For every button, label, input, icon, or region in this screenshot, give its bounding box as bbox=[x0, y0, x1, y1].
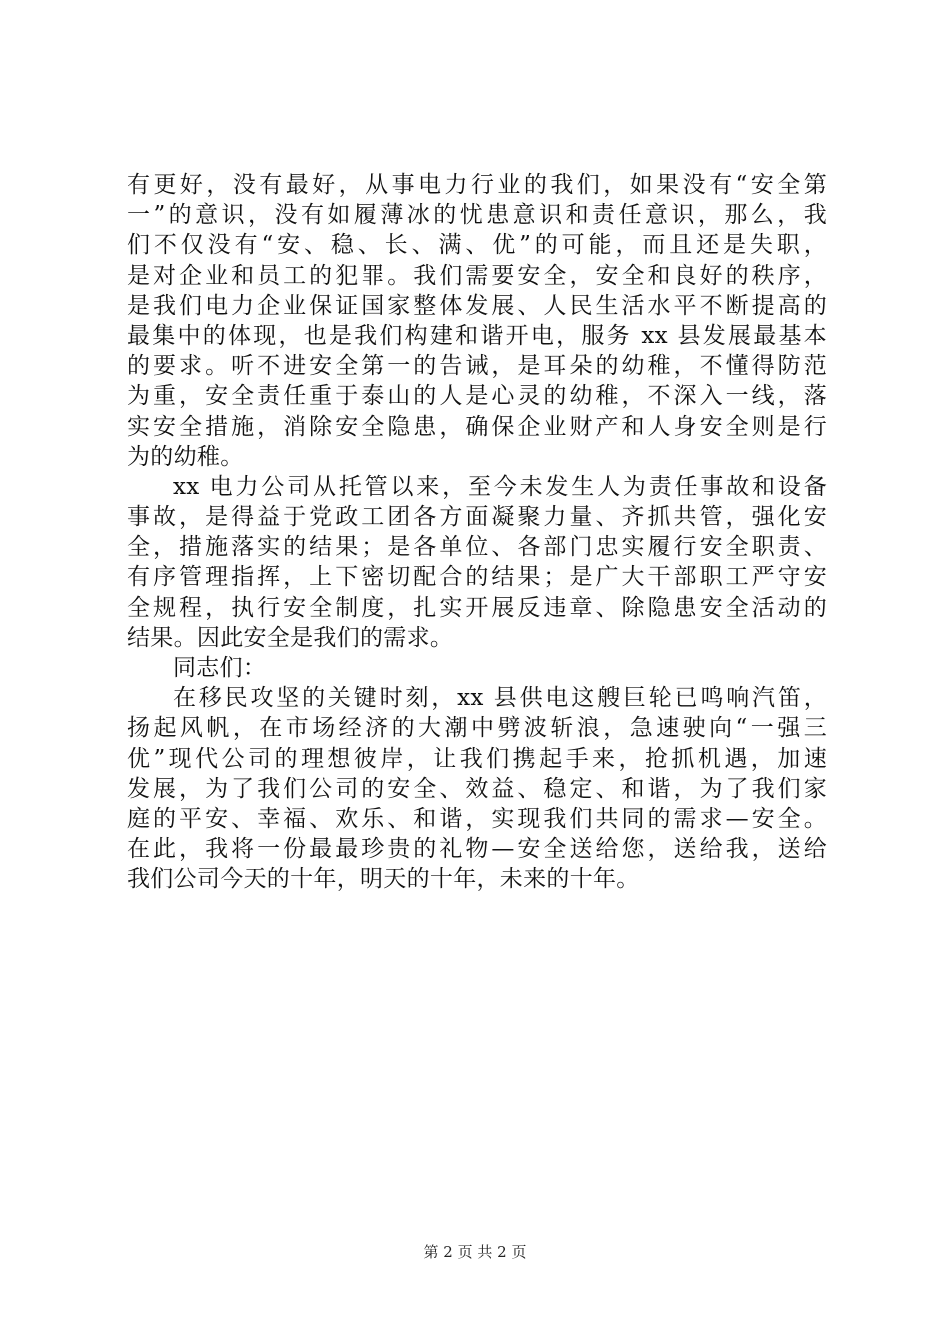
text-line: 我们公司今天的十年，明天的十年，未来的十年。 bbox=[127, 866, 640, 893]
text-line: 优”现代公司的理想彼岸，让我们携起手来，抢抓机遇，加速 bbox=[127, 745, 827, 772]
text-line: 为重，安全责任重于泰山的人是心灵的幼稚，不深入一线，落 bbox=[127, 383, 827, 410]
document-body bbox=[127, 170, 827, 895]
text-line: 全，措施落实的结果；是各单位、各部门忠实履行安全职责、 bbox=[127, 534, 827, 561]
text-line: 是对企业和员工的犯罪。我们需要安全，安全和良好的秩序， bbox=[127, 262, 827, 289]
text-line: 有更好，没有最好，从事电力行业的我们，如果没有“安全第 bbox=[127, 172, 827, 198]
text-line: 在此，我将一份最最珍贵的礼物—安全送给您，送给我，送给 bbox=[127, 836, 827, 863]
text-line: 们不仅没有“安、稳、长、满、优”的可能，而且还是失职， bbox=[127, 232, 827, 259]
text-line: 扬起风帆，在市场经济的大潮中劈波斩浪，急速驶向“一强三 bbox=[127, 715, 827, 742]
text-line: 同志们： bbox=[173, 655, 267, 681]
text-line: 是我们电力企业保证国家整体发展、人民生活水平不断提高的 bbox=[127, 292, 827, 319]
text-line: 的要求。听不进安全第一的告诫，是耳朵的幼稚，不懂得防范 bbox=[127, 353, 827, 380]
page-footer: 第 2 页 共 2 页 bbox=[423, 1243, 527, 1261]
text-line: xx 电力公司从托管以来，至今未发生人为责任事故和设备 bbox=[173, 473, 827, 500]
text-line: 事故，是得益于党政工团各方面凝聚力量、齐抓共管，强化安 bbox=[127, 504, 827, 531]
text-line: 为的幼稚。 bbox=[127, 443, 244, 470]
text-line: 一”的意识，没有如履薄冰的忧患意识和责任意识，那么，我 bbox=[127, 202, 827, 229]
text-line: 全规程，执行安全制度，扎实开展反违章、除隐患安全活动的 bbox=[127, 594, 827, 621]
text-line: 庭的平安、幸福、欢乐、和谐，实现我们共同的需求—安全。 bbox=[127, 805, 827, 832]
text-line: 最集中的体现，也是我们构建和谐开电，服务 xx 县发展最基本 bbox=[127, 322, 827, 349]
text-line: 发展，为了我们公司的安全、效益、稳定、和谐，为了我们家 bbox=[127, 775, 827, 802]
text-line: 结果。因此安全是我们的需求。 bbox=[127, 624, 454, 651]
text-line: 有序管理指挥，上下密切配合的结果；是广大干部职工严守安 bbox=[127, 564, 827, 591]
text-line: 实安全措施，消除安全隐患，确保企业财产和人身安全则是行 bbox=[127, 413, 827, 440]
text-line: 在移民攻坚的关键时刻，xx 县供电这艘巨轮已鸣响汽笛， bbox=[173, 685, 827, 712]
